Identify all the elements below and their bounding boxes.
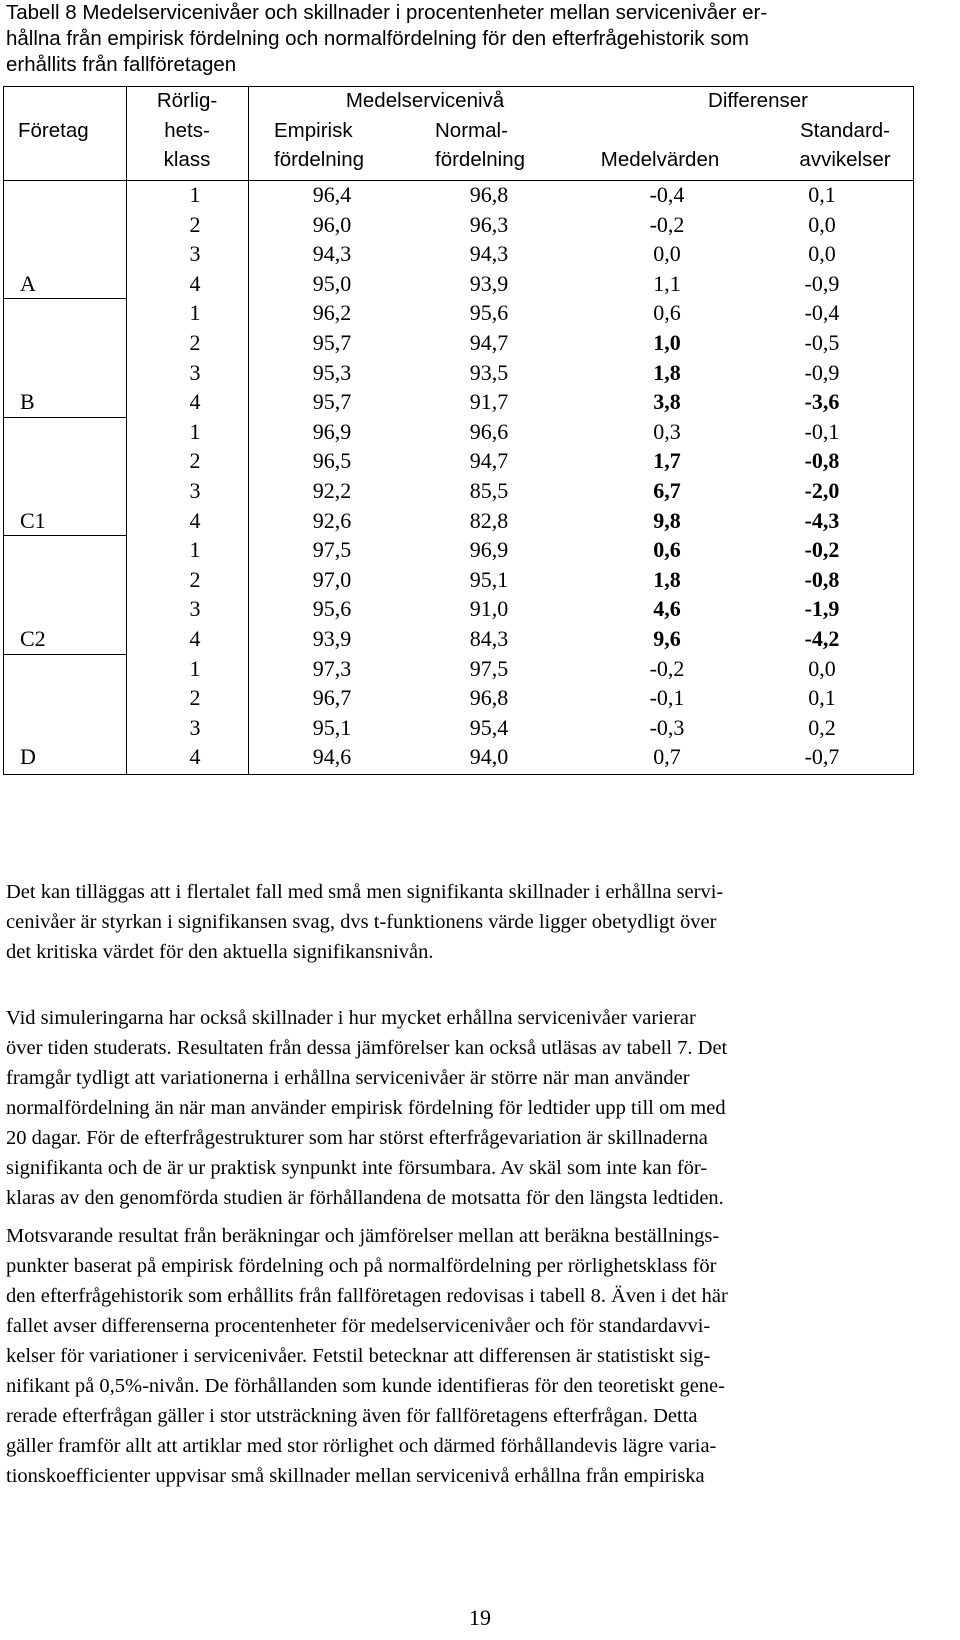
- paragraph-line: kelser för variationer i servicenivåer. Fetstil betecknar att differensen är statistiskt sig-: [6, 1345, 711, 1367]
- cell-diff: 3,8: [653, 389, 681, 415]
- cell-emp: 95,7: [312, 389, 352, 415]
- paragraph-line: tionskoefficienter uppvisar små skillnader mellan servicenivå erhållna från empiriska: [6, 1465, 705, 1487]
- header-variability-line-2: hets-: [164, 119, 210, 142]
- cell-std: -0,7: [804, 744, 840, 770]
- cell-klass: 1: [189, 537, 201, 563]
- cell-diff: 9,6: [653, 626, 681, 651]
- caption-line: erhållits från fallföretagen: [6, 53, 237, 76]
- paragraph-line: över tiden studerats. Resultaten från dessa jämförelser kan också utläsas av tabell 7. Det: [6, 1037, 728, 1059]
- cell-norm: 94,7: [469, 330, 509, 355]
- company-label: D: [20, 744, 36, 770]
- paragraph-1: [6, 877, 956, 967]
- cell-klass: 3: [189, 596, 201, 622]
- paragraph-line: Motsvarande resultat från beräkningar och jämförelser mellan att beräkna beställnings-: [6, 1225, 720, 1247]
- cell-emp: 97,5: [312, 537, 352, 563]
- cell-std: -4,2: [804, 626, 840, 651]
- cell-emp: 96,7: [312, 685, 352, 711]
- cell-emp: 97,3: [312, 655, 352, 681]
- cell-emp: 92,2: [312, 478, 352, 503]
- cell-std: -1,9: [804, 596, 840, 622]
- table-right-rule: [913, 86, 914, 775]
- cell-emp: 96,9: [312, 418, 352, 444]
- cell-klass: 4: [189, 744, 201, 770]
- header-company: Företag: [18, 119, 89, 142]
- header-bottom-rule: [3, 180, 914, 181]
- cell-klass: 2: [189, 211, 201, 237]
- caption-line: Tabell 8 Medelservicenivåer och skillnader i procentenheter mellan servicenivåer er-: [6, 1, 768, 24]
- cell-klass: 2: [189, 448, 201, 474]
- cell-emp: 96,5: [312, 448, 352, 474]
- company-column-rule: [126, 86, 127, 775]
- cell-norm: 96,6: [469, 418, 509, 444]
- cell-emp: 94,6: [312, 744, 352, 770]
- cell-klass: 3: [189, 714, 201, 740]
- cell-diff: -0,2: [649, 655, 685, 681]
- header-mean-values: Medelvärden: [600, 148, 720, 171]
- paragraph-line: normalfördelning än när man använder empirisk fördelning för ledtider upp till om med: [6, 1097, 726, 1119]
- cell-emp: 95,1: [312, 714, 352, 740]
- cell-klass: 2: [189, 685, 201, 711]
- company-group-separator: [3, 535, 126, 536]
- cell-emp: 93,9: [312, 626, 352, 651]
- cell-diff: 0,6: [653, 300, 681, 326]
- cell-klass: 2: [189, 330, 201, 355]
- cell-emp: 97,0: [312, 566, 352, 592]
- paragraph-line: fallet avser differenserna procentenheter för medelservicenivåer och för standardavvi-: [6, 1315, 711, 1337]
- paragraph-line: nifikant på 0,5%-nivån. De förhållanden som kunde identifieras för den teoretiskt gene-: [6, 1375, 725, 1397]
- cell-std: 0,1: [808, 685, 836, 711]
- cell-diff: 1,1: [653, 270, 681, 296]
- cell-std: 0,2: [808, 714, 836, 740]
- caption-line: hållna från empirisk fördelning och normalfördelning för den efterfrågehistorik som: [6, 27, 749, 50]
- cell-std: -0,4: [804, 300, 840, 326]
- cell-std: -4,3: [804, 507, 840, 533]
- paragraph-line: rerade efterfrågan gäller i stor utsträckning även för fallföretagens efterfrågan. Detta: [6, 1405, 698, 1427]
- cell-emp: 95,3: [312, 359, 352, 385]
- header-variability-line-1: Rörlig-: [156, 89, 218, 112]
- cell-diff: 0,0: [653, 241, 681, 267]
- company-label: B: [20, 389, 35, 415]
- cell-norm: 95,1: [469, 566, 509, 592]
- cell-norm: 96,8: [469, 685, 509, 711]
- cell-norm: 85,5: [469, 478, 509, 503]
- paragraph-line: punkter baserat på empirisk fördelning och på normalfördelning per rörlighetsklass för: [6, 1255, 717, 1277]
- cell-emp: 96,4: [312, 182, 352, 207]
- company-group-separator: [3, 417, 126, 418]
- cell-klass: 3: [189, 478, 201, 503]
- cell-norm: 97,5: [469, 655, 509, 681]
- paragraph-line: framgår tydligt att variationerna i erhållna servicenivåer är större när man använder: [6, 1067, 690, 1089]
- cell-std: -0,2: [804, 537, 840, 563]
- cell-diff: 0,7: [653, 744, 681, 770]
- cell-klass: 4: [189, 626, 201, 651]
- cell-diff: 0,3: [653, 418, 681, 444]
- cell-std: -0,9: [804, 359, 840, 385]
- company-label: A: [20, 270, 36, 296]
- paragraph-line: signifikanta och de är ur praktisk synpunkt inte försumbara. Av skäl som inte kan för-: [6, 1157, 708, 1179]
- paragraph-line: gäller framför allt att artiklar med stor rörlighet och därmed förhållandevis lägre varia-: [6, 1435, 717, 1457]
- cell-klass: 4: [189, 270, 201, 296]
- cell-std: -0,9: [804, 270, 840, 296]
- cell-std: -0,1: [804, 418, 840, 444]
- cell-klass: 1: [189, 655, 201, 681]
- header-differences: Differenser: [708, 89, 808, 112]
- cell-norm: 82,8: [469, 507, 509, 533]
- cell-norm: 96,9: [469, 537, 509, 563]
- class-column-rule: [248, 86, 249, 775]
- cell-std: 0,0: [808, 655, 836, 681]
- cell-std: -2,0: [804, 478, 840, 503]
- cell-std: -0,8: [804, 448, 840, 474]
- cell-norm: 94,0: [469, 744, 509, 770]
- company-group-separator: [3, 654, 126, 655]
- header-empirical-line-2: fördelning: [274, 148, 365, 171]
- page-number: 19: [469, 1605, 491, 1630]
- header-empirical-line-1: Empirisk: [274, 119, 353, 142]
- cell-klass: 3: [189, 359, 201, 385]
- cell-norm: 84,3: [469, 626, 509, 651]
- header-std-dev-line-2: avvikelser: [799, 148, 891, 171]
- paragraph-line: det kritiska värdet för den aktuella signifikansnivån.: [6, 941, 434, 963]
- cell-klass: 1: [189, 182, 201, 207]
- cell-klass: 1: [189, 418, 201, 444]
- table-bottom-rule: [3, 774, 914, 775]
- cell-emp: 94,3: [312, 241, 352, 267]
- company-label: C2: [20, 626, 46, 651]
- cell-klass: 2: [189, 566, 201, 592]
- paragraph-line: Det kan tilläggas att i flertalet fall med små men signifikanta skillnader i erhållna servi-: [6, 881, 724, 903]
- header-normal-line-1: Normal-: [435, 119, 508, 142]
- cell-emp: 96,2: [312, 300, 352, 326]
- cell-klass: 1: [189, 300, 201, 326]
- paragraph-2: [6, 1003, 956, 1213]
- cell-diff: -0,2: [649, 211, 685, 237]
- cell-diff: -0,1: [649, 685, 685, 711]
- header-std-dev-line-1: Standard-: [799, 119, 891, 142]
- company-label: C1: [20, 507, 46, 533]
- cell-std: 0,0: [808, 241, 836, 267]
- paragraph-line: 20 dagar. För de efterfrågestrukturer som har störst efterfrågevariation är skillnaderna: [6, 1127, 708, 1149]
- cell-diff: 9,8: [653, 507, 681, 533]
- paragraph-line: Vid simuleringarna har också skillnader i hur mycket erhållna servicenivåer varierar: [6, 1007, 696, 1029]
- cell-std: 0,1: [808, 182, 836, 207]
- cell-norm: 93,9: [469, 270, 509, 296]
- paragraph-line: klaras av den genomförda studien är förhållandena de motsatta för den längsta ledtiden.: [6, 1187, 724, 1209]
- header-variability-line-3: klass: [163, 148, 211, 171]
- cell-norm: 94,3: [469, 241, 509, 267]
- cell-klass: 4: [189, 389, 201, 415]
- table-left-rule: [3, 86, 4, 775]
- cell-klass: 4: [189, 507, 201, 533]
- cell-diff: -0,4: [649, 182, 685, 207]
- cell-diff: 0,6: [653, 537, 681, 563]
- cell-diff: 6,7: [653, 478, 681, 503]
- company-group-separator: [3, 298, 126, 299]
- cell-norm: 94,7: [469, 448, 509, 474]
- table-top-rule: [3, 86, 914, 87]
- header-normal-line-2: fördelning: [435, 148, 526, 171]
- cell-emp: 95,0: [312, 270, 352, 296]
- cell-diff: 1,8: [653, 359, 681, 385]
- cell-std: -3,6: [804, 389, 840, 415]
- cell-norm: 96,3: [469, 211, 509, 237]
- cell-std: -0,8: [804, 566, 840, 592]
- paragraph-line: den efterfrågehistorik som erhållits från fallföretagen redovisas i tabell 8. Även i det här: [6, 1285, 728, 1307]
- cell-std: -0,5: [804, 330, 840, 355]
- cell-emp: 95,7: [312, 330, 352, 355]
- cell-emp: 96,0: [312, 211, 352, 237]
- cell-emp: 92,6: [312, 507, 352, 533]
- cell-std: 0,0: [808, 211, 836, 237]
- cell-klass: 3: [189, 241, 201, 267]
- cell-emp: 95,6: [312, 596, 352, 622]
- cell-norm: 95,4: [469, 714, 509, 740]
- cell-norm: 91,0: [469, 596, 509, 622]
- paragraph-3: [6, 1221, 956, 1491]
- cell-diff: 4,6: [653, 596, 681, 622]
- cell-norm: 91,7: [469, 389, 509, 415]
- cell-diff: 1,0: [653, 330, 681, 355]
- header-mean-service-level: Medelservicenivå: [345, 89, 505, 112]
- cell-diff: 1,8: [653, 566, 681, 592]
- cell-norm: 93,5: [469, 359, 509, 385]
- cell-diff: 1,7: [653, 448, 681, 474]
- cell-norm: 95,6: [469, 300, 509, 326]
- cell-norm: 96,8: [469, 182, 509, 207]
- cell-diff: -0,3: [649, 714, 685, 740]
- paragraph-line: cenivåer är styrkan i signifikansen svag, dvs t-funktionens värde ligger obetydligt över: [6, 911, 717, 933]
